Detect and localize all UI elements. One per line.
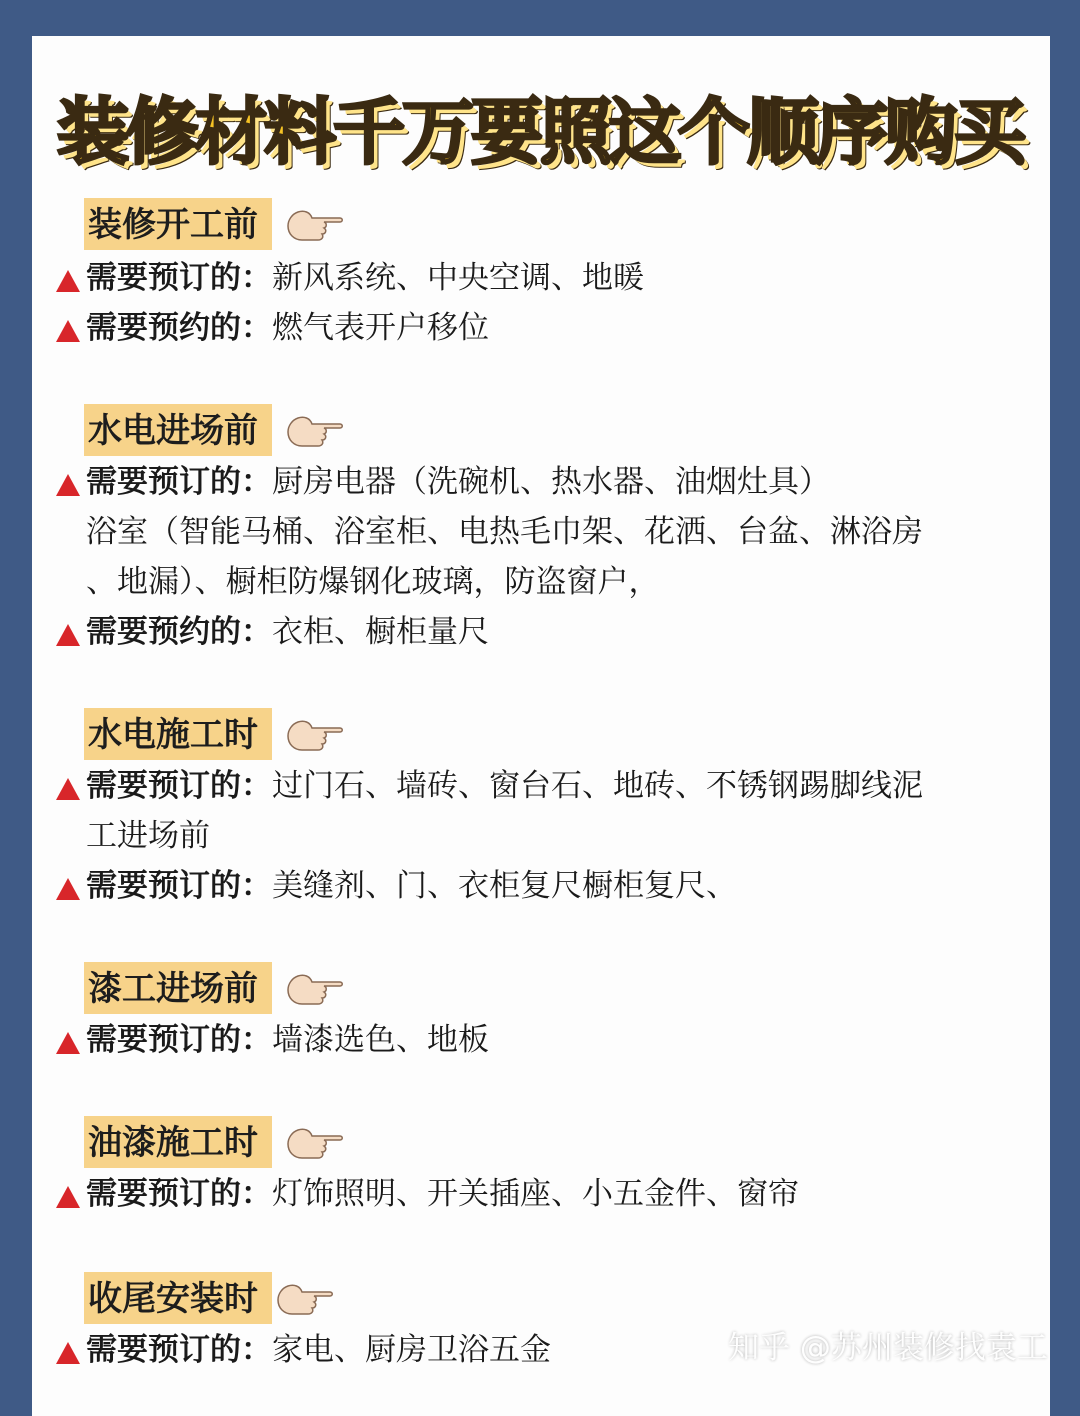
section-heading xyxy=(84,404,344,456)
section-heading xyxy=(84,962,344,1014)
list-item: 需要预订的：美缝剂、门、衣柜复尺橱柜复尺、 xyxy=(56,864,737,908)
red-triangle-icon xyxy=(56,778,80,800)
watermark: 知乎 @苏州装修找袁工 xyxy=(728,1330,1048,1366)
list-item-continuation: 工进场前 xyxy=(86,818,210,854)
section-heading xyxy=(84,708,344,760)
list-item: 需要预订的：灯饰照明、开关插座、小五金件、窗帘 xyxy=(56,1172,799,1216)
pointing-hand-icon xyxy=(282,204,344,244)
list-item: 需要预订的：家电、厨房卫浴五金 xyxy=(56,1328,551,1372)
list-item-continuation: 浴室（智能马桶、浴室柜、电热毛巾架、花洒、台盆、淋浴房 xyxy=(86,514,923,550)
pointing-hand-icon xyxy=(282,410,344,450)
pointing-hand-icon xyxy=(272,1278,334,1318)
red-triangle-icon xyxy=(56,320,80,342)
list-item: 需要预订的：过门石、墙砖、窗台石、地砖、不锈钢踢脚线泥 xyxy=(56,764,923,808)
section-heading-label: 装修开工前 xyxy=(84,198,272,250)
section-heading-label: 水电进场前 xyxy=(84,404,272,456)
page-title: 装修材料千万要照这个顺序购买 xyxy=(56,90,1023,174)
section-heading-label: 水电施工时 xyxy=(84,708,272,760)
list-item: 需要预订的：厨房电器（洗碗机、热水器、油烟灶具） xyxy=(56,460,830,504)
red-triangle-icon xyxy=(56,1342,80,1364)
list-item-continuation: 、地漏）、橱柜防爆钢化玻璃，防盗窗户， xyxy=(86,564,660,600)
red-triangle-icon xyxy=(56,624,80,646)
pointing-hand-icon xyxy=(282,1122,344,1162)
red-triangle-icon xyxy=(56,474,80,496)
pointing-hand-icon xyxy=(282,968,344,1008)
section-heading-label: 油漆施工时 xyxy=(84,1116,272,1168)
list-item: 需要预订的：新风系统、中央空调、地暖 xyxy=(56,256,644,300)
list-item: 需要预约的：燃气表开户移位 xyxy=(56,306,489,350)
section-heading xyxy=(84,198,344,250)
red-triangle-icon xyxy=(56,878,80,900)
section-heading xyxy=(84,1272,334,1324)
pointing-hand-icon xyxy=(282,714,344,754)
red-triangle-icon xyxy=(56,1186,80,1208)
section-heading-label: 漆工进场前 xyxy=(84,962,272,1014)
list-item: 需要预约的：衣柜、橱柜量尺 xyxy=(56,610,489,654)
list-item: 需要预订的：墙漆选色、地板 xyxy=(56,1018,489,1062)
red-triangle-icon xyxy=(56,1032,80,1054)
section-heading xyxy=(84,1116,344,1168)
red-triangle-icon xyxy=(56,270,80,292)
section-heading-label: 收尾安装时 xyxy=(84,1272,272,1324)
